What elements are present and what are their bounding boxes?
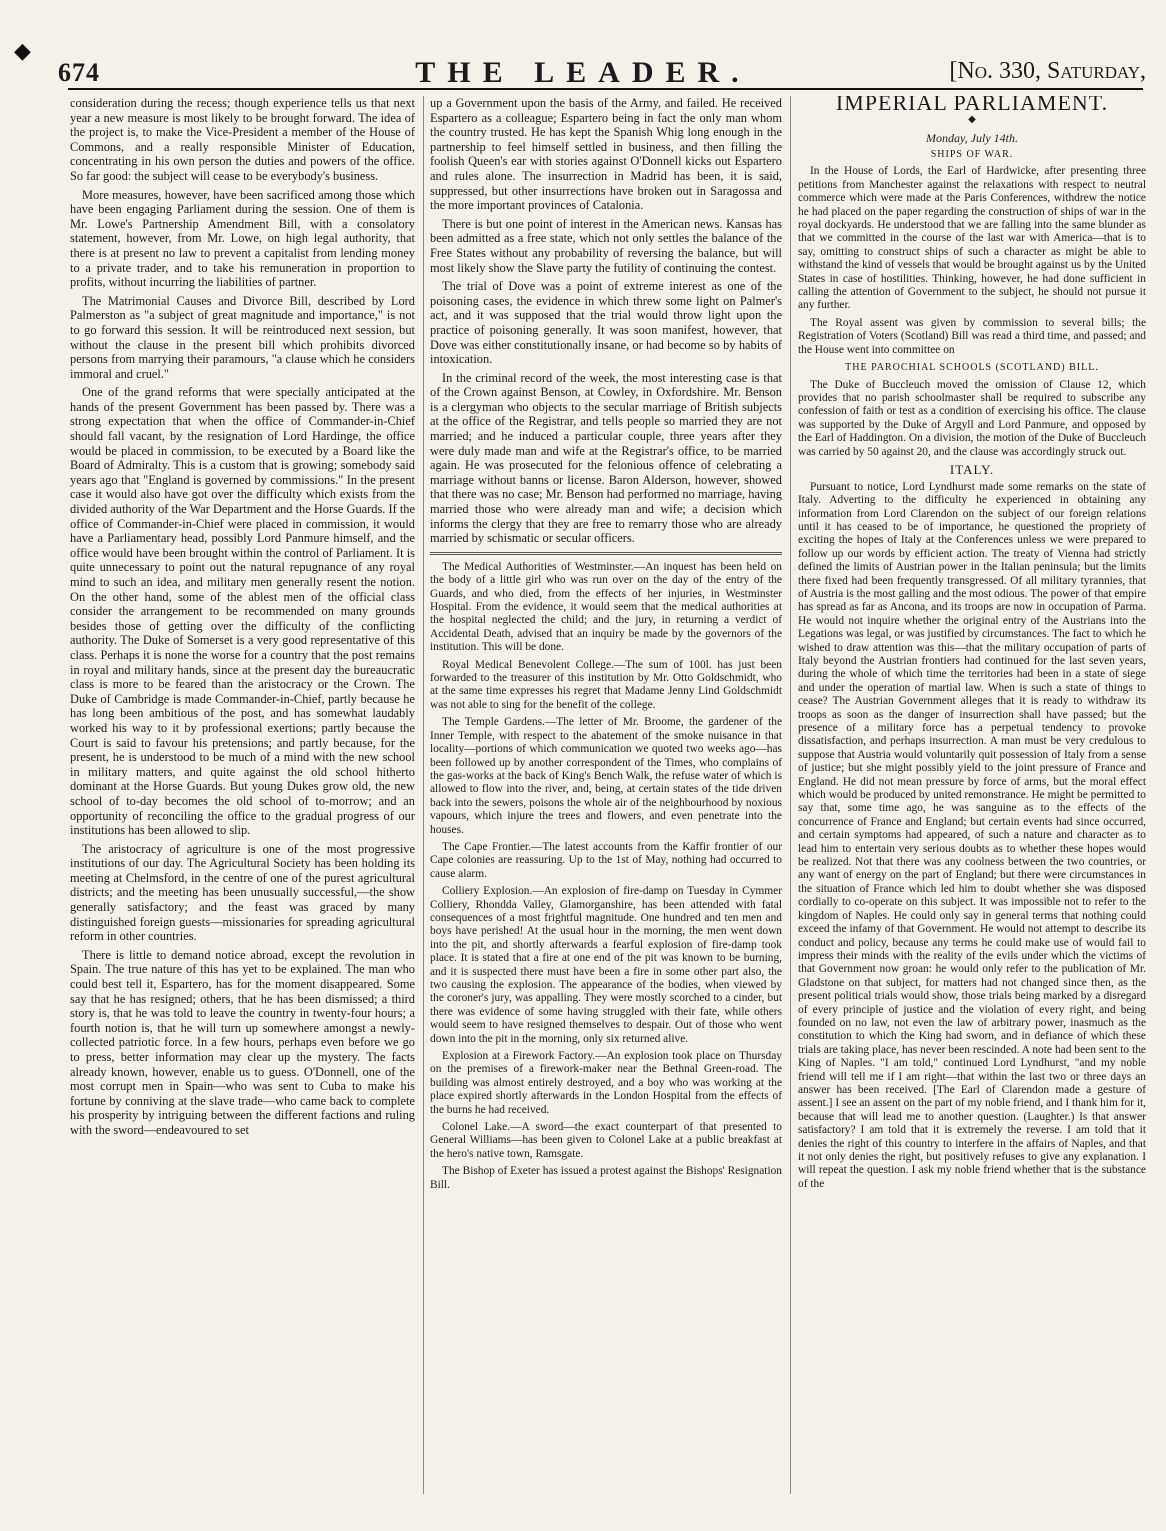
masthead-title: THE LEADER.: [415, 56, 751, 89]
paragraph: Pursuant to notice, Lord Lyndhurst made some remarks on the state of Italy. Adverting to the difficulty he experienced in obtaining any information from Lord Clarendon on the subject of our foreign relations until it has ceased to be of importance, he questioned the propriety of exciting the hopes of Italy at the Conferences unless we were prepared to follow up our words by efficient action. The treaty of Vienna had strictly defined the limits of Austrian power in the Italian peninsula; but the limits there fixed had been frequently transgressed. Of all military tyrannies, that of Austria is the most galling and the most odious. The power of that empire has spread as far as Ancona, and its troops are now in occupation of Parma. He would not inquire whether the original entry of the Austrians into the Legations was legal, or was justified by circumstances. The fact to which he wished to draw attention was this—that the military occupation of parts of Italy beyond the Austrian frontiers had continued for the last seven years, during the whole of which time the territories had been in a state of siege and under the operation of martial law. When is such a state of things to cease? The Austrian Government alleges that it is ready to withdraw its troops as soon as the danger of insurrection shall have passed; but the presence of a military force has a perpetual tendency to provoke dissatisfaction, and perhaps insurrection. A man must be very credulous to suppose that Austria would voluntarily quit possession of Italy from a sense of justice; but she might possibly yield to the joint pressure of France and England. He did not mean pressure by force of arms, but the moral effect which would be produced by united remonstrance. He might be permitted to say that, some time ago, he was sanguine as to the effects of the concurrence of France and England; but certain events had since occurred, and certain symptoms had appeared, of such a nature and character as to lead him to entertain very serious doubts as to whether these hopes would be realized. Not that there was any coolness between the two countries, or any want of energy on the part of England; but there were circumstances in the situation of France which led him to doubt whether she was disposed cordially to co-operate on this subject. It was impossible not to refer to the kingdom of Naples. He could only say in general terms that nothing could exceed the infamy of that Government. He would not attempt to describe its conduct and policy, because any terms he could make use of would fail to impress their minds with the reality of the evils under which the victims of that Government now groan: he would only refer to the publication of Mr. Gladstone on that subject, for matters had not changed since then, as the present political trials would show, those trials being marked by a disregard of every principle of justice and the violation of every right, and being founded on no law, not even the law of arbitrary power, inasmuch as the constitution to which the King had sworn, and in defiance of which these trials are taking place, has never been rescinded. A note had been sent to the King of Naples. "I am told," continued Lord Lyndhurst, "and my noble friend will tell me if I am right—that within the last two or three days an answer has been received. [The Earl of Clarendon made a gesture of assent.] I see an assent on the part of my noble friend, and I thank him for it, because that will lead me to another question. (Laughter.) Is that answer satisfactory? I am told that it is extremely the reverse. I am told that it denies the right of this country to interfere in the affairs of Naples, and that it not only denies the right, but positively refuses to give any explanation. I will repeat the question. I ask my noble friend whether that is the substance of the: [798, 480, 1146, 1190]
section-title: IMPERIAL PARLIAMENT.: [835, 96, 1109, 115]
news-item: The Cape Frontier.—The latest accounts from the Kaffir frontier of our Cape colonies are reassuring. Up to the 1st of May, nothing had occurred to cause alarm.: [430, 840, 782, 880]
news-item: The Medical Authorities of Westminster.—An inquest has been held on the body of a little girl who was run over on the day of the entry of the Guards, and who died, from the effects of her injuries, in Westminster Hospital. From the evidence, it would seem that the medical authorities at the hospital neglected the child; and the jury, in returning a verdict of Accidental Death, advised that an inquiry be made by the governors of the institution. This will be done.: [430, 560, 782, 654]
paragraph: One of the grand reforms that were specially anticipated at the hands of the present Government has been passed by. There was a strong expectation that when the office of Commander-in-Chief should fall vacant, by the resignation of Lord Hardinge, the office would be placed in commission, to be executed by a Board like the Board of Admiralty. This is a custom that is growing; somebody said years ago that "England is governed by commissions." In the present case it would also have got over the difficulty which exists from the divided authority of the War Department and the Horse Guards. If the office of Commander-in-Chief were placed in commission, it would have a Parliamentary head, possibly Lord Panmure himself, and the office would have been brought within the control of Parliament. It is quite unnecessary to point out the natural repugnance of any royal mind to such an idea, and military men generally resent the notion. On the other hand, some of the ablest men of the official class consider the arrangement to be recommended on many grounds besides those of getting over the difficulty of the conflicting authority. The Duke of Somerset is a very good representative of this class. Perhaps it is none the worse for a country that the post remains in royal and military hands, since at the present day the bureaucratic class is more to be feared than the aristocracy or the Crown. The Duke of Cambridge is made Commander-in-Chief, partly because he has long been ambitious of the post, and has somewhat laudably worked his way to it by professional exertions; partly because the Court is said to favour his pretensions; and partly because, for the present, he is understood to be much of a mind with the new school in military matters, and quite against the old school hitherto dominant at the Horse Guards. But young Dukes grow old, the new school of to-day becomes the old school of to-morrow; and an opportunity of reconciling the office to the gradual progress of our institutions has been allowed to slip.: [70, 385, 415, 838]
page-header: [0, 44, 1166, 94]
paragraph: There is little to demand notice abroad, except the revolution in Spain. The true nature of this has yet to be explained. The man who could best tell it, Espartero, has for the moment disappeared. Some say that he has resigned; others, that he has been dismissed; a third story is, that he was told to leave the country in twenty-four hours; a fourth notion is, that he will turn up somewhere amongst a newly-collected patriotic force. In a few hours, perhaps even before we go to press, better information may clear up the mystery. The facts already known, however, enable us to guess. O'Donnell, one of the most corrupt men in Spain—who was sent to Cuba to make his fortune by conniving at the slave trade—who came back to complete his prosperity by intriguing between the different factions and ruling with the sword—endeavoured to set: [70, 947, 415, 1137]
news-item: The Temple Gardens.—The letter of Mr. Broome, the gardener of the Inner Temple, with respect to the abatement of the smoke nuisance in that locality—portions of which communication we quoted two weeks ago—has been followed up by another correspondent of the Times, who complains of the gas-works at the back of King's Bench Walk, the refuse water of which is allowed to flow into the river, and, being, at certain states of the tide driven back into the sewers, poisons the whole air of the neighbourhood by noxious vapours, which injure the trees and flowers, and even penetrate into the houses.: [430, 716, 782, 836]
paragraph: The trial of Dove was a point of extreme interest as one of the poisoning cases, the evidence in which threw some light on Palmer's act, and it was supposed that the trial would throw light upon the practice of poisoning generally. It was soon manifest, however, that Dove was either constitutionally insane, or had become so by habits of intoxication.: [430, 279, 782, 367]
column-1: [70, 96, 424, 1494]
paragraph: The aristocracy of agriculture is one of the most progressive institutions of our day. The Agricultural Society has been holding its meeting at Chelmsford, in the centre of one of the purest agricultural districts; and the meeting has been unusually successful,—the show generally satisfactory; and the feast was graced by many distinguished foreign guests—missionaries for spreading agricultural reform in other countries.: [70, 841, 415, 944]
paragraph: More measures, however, have been sacrificed among those which have been engaging Parliament during the session. One of them is Mr. Lowe's Partnership Amendment Bill, with a consolatory statement, however, from Mr. Lowe, on high legal authority, that there is at present no law to prevent a capitalist from lending money to a private trader, and to take his remuneration in proportion to profits, without incurring the liabilities of partner.: [70, 187, 415, 290]
paragraph: The Duke of Buccleuch moved the omission of Clause 12, which provides that no parish schoolmaster shall be required to subscribe any confession of faith or test as a condition of exercising his office. The clause was supported by the Duke of Argyll and Lord Panmure, and opposed by the Earl of Haddington. On a division, the motion of the Duke of Buccleuch was carried by 50 against 20, and the clause was accordingly struck out.: [798, 378, 1146, 458]
section-separator: ◆: [968, 113, 976, 125]
subheading-ships-of-war: SHIPS OF WAR.: [930, 148, 1014, 160]
header-rule: [68, 88, 1143, 90]
news-item: The Bishop of Exeter has issued a protest against the Bishops' Resignation Bill.: [430, 1165, 782, 1191]
issue-info: [No. 330, Saturday,: [949, 58, 1146, 84]
news-briefs: [430, 561, 782, 1192]
page-number: 674: [58, 58, 100, 87]
date-line: Monday, July 14th.: [926, 131, 1018, 146]
news-item: Colonel Lake.—A sword—the exact counterpart of that presented to General Williams—has been given to Colonel Lake at a public breakfast at the hero's native town, Ramsgate.: [430, 1121, 782, 1160]
news-item: Royal Medical Benevolent College.—The sum of 100l. has just been forwarded to the treasurer of this institution by Mr. Otto Goldschmidt, who at the same time expresses his regret that Madame Jenny Lind Goldschmidt was not able to sing for the benefit of the college.: [430, 658, 782, 711]
paragraph: The Royal assent was given by commission to several bills; the Registration of Voters (Scotland) Bill was read a third time, and passed; and the House went into committee on: [798, 316, 1146, 356]
column-2: [430, 96, 791, 1494]
news-item: Explosion at a Firework Factory.—An explosion took place on Thursday on the premises of a firework-maker near the Bethnal Green-road. The building was almost entirely destroyed, and a boy who was working at the place expired shortly afterwards in the London Hospital from the effects of the burns he had received.: [430, 1050, 782, 1116]
paragraph: consideration during the recess; though experience tells us that next year a new measure is most likely to be brought forward. The idea of the project is, to make the Vice-President a member of the House of Commons, and a really responsible Minister of Education, concentrating in his own person the duties and powers of the office. So far good: the subject will cease to be everybody's business.: [70, 96, 415, 183]
paragraph: up a Government upon the basis of the Army, and failed. He received Espartero as a colleague; Espartero being in fact the only man whom the country trusted. He has kept the Spanish Whig long enough in the partnership to feel himself settled in business, and then filling the foolish Queen's ear with stories against O'Donnell kicks out Espartero and rules alone. The insurrection in Madrid has been, it is said, suppressed, but other insurrections have broken out in Saragossa and the more important provinces of Catalonia.: [430, 96, 782, 213]
margin-marker: ◆: [14, 38, 31, 63]
section-divider: [430, 552, 782, 555]
column-3: [798, 96, 1146, 1494]
subheading-italy: ITALY.: [949, 462, 995, 478]
paragraph: In the criminal record of the week, the most interesting case is that of the Crown against Benson, at Cowley, in Oxfordshire. Mr. Benson is a clergyman who objects to the secular marriage of British subjects at the office of the Registrar, and tells people so married they are not married; and he induced a particular couple, three years after they were duly made man and wife at the Registrar's office, to be married again. He was prosecuted for the felonious offence of celebrating a marriage without banns or license. Baron Alderson, however, showed that there was no case; Mr. Benson had performed no marriage, having married those who were already man and wife; a decision which informs the clergy that they are free to remarry those who are already married by schismatic or secular officers.: [430, 370, 782, 546]
news-item: Colliery Explosion.—An explosion of fire-damp on Tuesday in Cymmer Colliery, Rhondda Valley, Glamorganshire, has been attended with fatal consequences of a most frightful magnitude. One hundred and ten men and boys have perished! At the usual hour in the morning, the men went down into the pit, and shortly afterwards a fearful explosion of fire-damp took place. It is stated that a fire at one end of the pit was known to be burning, and it is suspected there must have been a fire in some other part also, the two causing the explosion. The appearance of the bodies, when viewed by the coroner's jury, was appalling. They were mostly scorched to a cinder, but there was evidence of some having struggled with their fate, while others would seem to have resigned themselves to despair. Out of those who went down into the pit in the morning, only six returned alive.: [430, 885, 782, 1045]
paragraph: The Matrimonial Causes and Divorce Bill, described by Lord Palmerston as "a subject of great magnitude and importance," is not to go forward this session. It will be reintroduced next session, but without the clause in the present bill which prohibits divorced persons from marrying their paramours, "a clause which he considers immoral and cruel.": [70, 293, 415, 381]
paragraph: There is but one point of interest in the American news. Kansas has been admitted as a free state, which not only settles the balance of the Free States without any probability of reversing the balance, but will most likely show the Slave party the futility of continuing the contest.: [430, 216, 782, 275]
subheading-parochial-schools: THE PAROCHIAL SCHOOLS (SCOTLAND) BILL.: [845, 362, 1099, 374]
paragraph: In the House of Lords, the Earl of Hardwicke, after presenting three petitions from Manchester against the relaxations with respect to neutral commerce which were made at the Paris Conferences, withdrew the notice he had placed on the paper regarding the construction of ships of war in the royal dockyards. He understood that we are falling into the same blunder as that we committed in the course of the last war with America—that is to say, omitting to construct ships of such a character as might be able to withstand the kind of vessels that would be brought against us by the United States in case of hostilities. Thinking, however, he had done sufficient in calling the attention of Government to the subject, he should not pursue it any further.: [798, 165, 1146, 312]
